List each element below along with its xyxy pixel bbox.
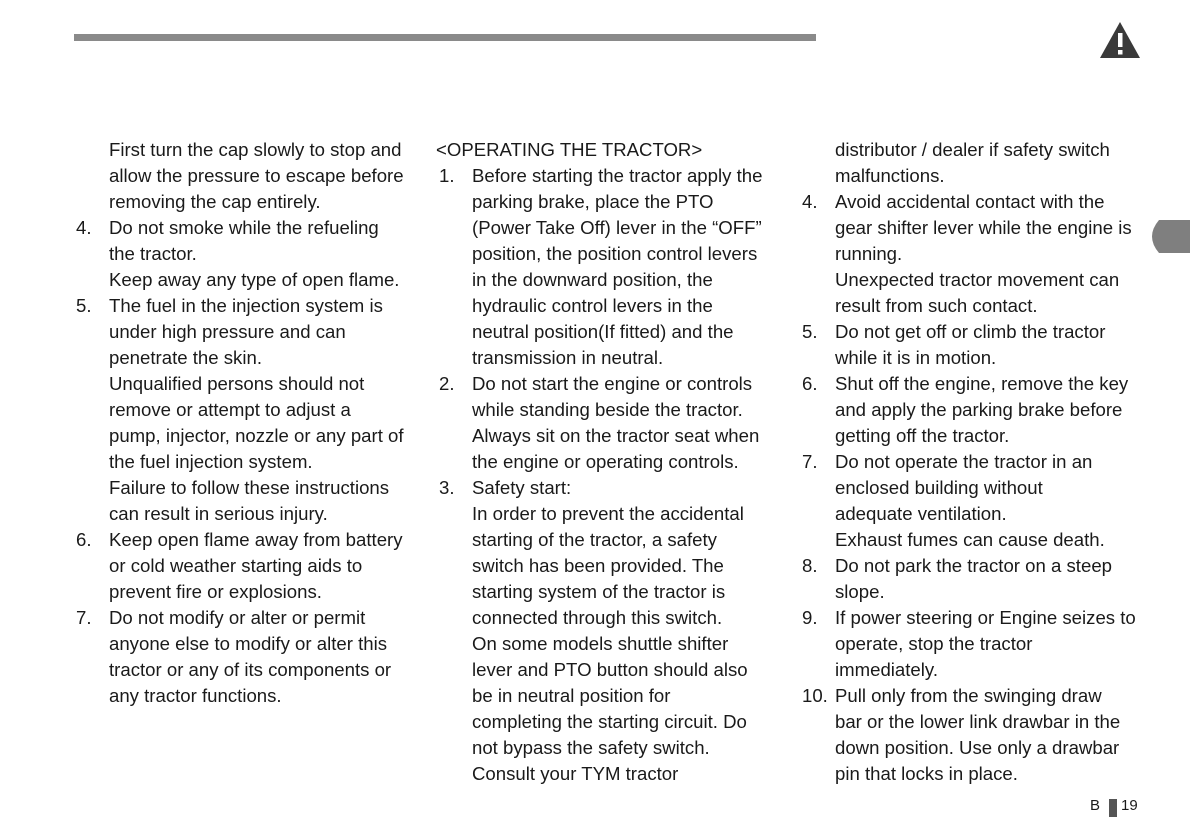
line-text: Unqualified persons should not	[109, 373, 365, 394]
list-number	[428, 449, 472, 475]
line-text: result from such contact.	[835, 295, 1038, 316]
text-line	[428, 553, 786, 579]
footer-section-letter: B	[1090, 797, 1101, 814]
text-line	[791, 501, 1151, 527]
line-text: allow the pressure to escape before	[109, 165, 404, 186]
list-number	[428, 423, 472, 449]
line-text: gear shifter lever while the engine is	[835, 217, 1132, 238]
list-number	[428, 189, 472, 215]
list-number: 1.	[439, 165, 455, 186]
list-number	[791, 501, 835, 527]
text-line	[791, 683, 1151, 709]
line-text: operate, stop the tractor	[835, 633, 1033, 654]
line-text: getting off the tractor.	[835, 425, 1010, 446]
text-line	[791, 137, 1151, 163]
list-number: 6.	[76, 529, 92, 550]
list-number	[791, 137, 835, 163]
line-text: tractor or any of its components or	[109, 659, 392, 680]
list-number	[791, 163, 835, 189]
list-number: 4.	[76, 217, 92, 238]
line-text: pin that locks in place.	[835, 763, 1018, 784]
text-line	[428, 241, 786, 267]
line-text: lever and PTO button should also	[472, 659, 748, 680]
text-line	[428, 605, 786, 631]
line-text: removing the cap entirely.	[109, 191, 321, 212]
list-number	[64, 137, 109, 163]
text-line	[64, 423, 418, 449]
text-line	[791, 345, 1151, 371]
text-line	[64, 293, 418, 319]
list-number	[64, 449, 109, 475]
list-number	[791, 423, 835, 449]
section-tab	[1145, 220, 1190, 253]
list-number	[791, 215, 835, 241]
text-line	[428, 657, 786, 683]
text-line	[64, 657, 418, 683]
list-number: 3.	[439, 477, 455, 498]
column-left	[64, 137, 418, 709]
line-text: switch has been provided. The	[472, 555, 724, 576]
list-number	[64, 345, 109, 371]
line-text: Unexpected tractor movement can	[835, 269, 1120, 290]
column-middle	[428, 137, 786, 787]
text-line	[791, 215, 1151, 241]
warning-triangle-icon	[1098, 20, 1142, 60]
text-line	[64, 371, 418, 397]
text-line	[428, 579, 786, 605]
list-number: 9.	[802, 607, 818, 628]
text-line	[791, 267, 1151, 293]
list-number	[64, 267, 109, 293]
line-text: while standing beside the tractor.	[472, 399, 743, 420]
line-text: be in neutral position for	[472, 685, 671, 706]
text-line	[428, 631, 786, 657]
line-text: Do not get off or climb the tractor	[835, 321, 1106, 342]
line-text: transmission in neutral.	[472, 347, 664, 368]
text-line	[791, 579, 1151, 605]
text-line	[791, 397, 1151, 423]
line-text: pump, injector, nozzle or any part of	[109, 425, 404, 446]
line-text: Always sit on the tractor seat when	[472, 425, 760, 446]
list-number	[791, 709, 835, 735]
line-text: the fuel injection system.	[109, 451, 313, 472]
text-line	[791, 527, 1151, 553]
text-line	[791, 293, 1151, 319]
list-number	[791, 579, 835, 605]
list-number	[64, 423, 109, 449]
list-number	[428, 631, 472, 657]
text-line	[428, 501, 786, 527]
list-number	[791, 345, 835, 371]
text-line	[428, 163, 786, 189]
list-number	[428, 683, 472, 709]
list-number	[428, 319, 472, 345]
text-line	[791, 423, 1151, 449]
list-number	[64, 475, 109, 501]
list-number: 5.	[802, 321, 818, 342]
list-number	[428, 579, 472, 605]
list-number	[791, 293, 835, 319]
line-text: adequate ventilation.	[835, 503, 1007, 524]
header-rule	[74, 34, 816, 41]
line-text: bar or the lower link drawbar in the	[835, 711, 1121, 732]
line-text: position, the position control levers	[472, 243, 758, 264]
line-text: Shut off the engine, remove the key	[835, 373, 1129, 394]
line-text: any tractor functions.	[109, 685, 282, 706]
list-number: 8.	[802, 555, 818, 576]
line-text: Safety start:	[472, 477, 572, 498]
list-number	[791, 527, 835, 553]
line-text: Do not modify or alter or permit	[109, 607, 366, 628]
text-line	[64, 163, 418, 189]
text-line	[791, 319, 1151, 345]
list-number	[428, 397, 472, 423]
list-number: 2.	[439, 373, 455, 394]
line-text: Keep open flame away from battery	[109, 529, 403, 550]
text-line	[428, 683, 786, 709]
line-text: or cold weather starting aids to	[109, 555, 363, 576]
line-text: starting system of the tractor is	[472, 581, 726, 602]
list-number	[428, 527, 472, 553]
list-number	[428, 267, 472, 293]
text-line	[791, 189, 1151, 215]
line-text: Failure to follow these instructions	[109, 477, 390, 498]
text-line	[428, 475, 786, 501]
text-line	[791, 631, 1151, 657]
text-line	[791, 761, 1151, 787]
list-number	[791, 267, 835, 293]
text-line	[428, 319, 786, 345]
text-line	[64, 605, 418, 631]
line-text: hydraulic control levers in the	[472, 295, 713, 316]
text-line	[64, 345, 418, 371]
line-text: slope.	[835, 581, 885, 602]
line-text: On some models shuttle shifter	[472, 633, 729, 654]
text-line	[428, 527, 786, 553]
line-text: parking brake, place the PTO	[472, 191, 714, 212]
text-line	[64, 189, 418, 215]
text-line	[791, 657, 1151, 683]
line-text: Consult your TYM tractor	[472, 763, 679, 784]
text-line	[791, 709, 1151, 735]
page-number: 19	[1121, 797, 1138, 814]
line-text: If power steering or Engine seizes to	[835, 607, 1136, 628]
list-number	[64, 579, 109, 605]
text-line	[791, 241, 1151, 267]
line-text: the engine or operating controls.	[472, 451, 739, 472]
text-line	[791, 449, 1151, 475]
list-number	[64, 553, 109, 579]
list-number	[791, 761, 835, 787]
list-number: 7.	[802, 451, 818, 472]
line-text: anyone else to modify or alter this	[109, 633, 388, 654]
text-line	[428, 735, 786, 761]
list-number	[428, 241, 472, 267]
line-text: immediately.	[835, 659, 938, 680]
list-number: 7.	[76, 607, 92, 628]
list-number	[64, 319, 109, 345]
list-number	[428, 293, 472, 319]
list-number	[428, 553, 472, 579]
text-line	[791, 371, 1151, 397]
text-line	[64, 553, 418, 579]
list-number	[64, 371, 109, 397]
text-line	[64, 137, 418, 163]
line-text: while it is in motion.	[835, 347, 997, 368]
text-line	[64, 631, 418, 657]
line-text: running.	[835, 243, 903, 264]
text-line	[64, 527, 418, 553]
text-line	[64, 397, 418, 423]
list-number	[64, 163, 109, 189]
text-line	[64, 579, 418, 605]
column-right	[791, 137, 1151, 787]
line-text: under high pressure and can	[109, 321, 346, 342]
list-number	[64, 241, 109, 267]
text-line	[791, 553, 1151, 579]
text-line	[428, 215, 786, 241]
line-text: the tractor.	[109, 243, 197, 264]
line-text: Do not start the engine or controls	[472, 373, 753, 394]
list-number	[428, 605, 472, 631]
line-text: and apply the parking brake before	[835, 399, 1123, 420]
line-text: penetrate the skin.	[109, 347, 262, 368]
line-text: In order to prevent the accidental	[472, 503, 744, 524]
list-number: 10.	[802, 685, 828, 706]
text-line	[64, 267, 418, 293]
text-line	[428, 345, 786, 371]
list-number	[791, 397, 835, 423]
line-text: not bypass the safety switch.	[472, 737, 710, 758]
list-number	[791, 631, 835, 657]
text-line	[64, 475, 418, 501]
list-number	[791, 657, 835, 683]
text-line	[428, 189, 786, 215]
list-number	[428, 761, 472, 787]
list-number	[791, 241, 835, 267]
text-line	[428, 709, 786, 735]
line-text: completing the starting circuit. Do	[472, 711, 747, 732]
text-line	[791, 735, 1151, 761]
list-number	[428, 345, 472, 371]
line-text: connected through this switch.	[472, 607, 723, 628]
text-line	[64, 449, 418, 475]
line-text: First turn the cap slowly to stop and	[109, 139, 402, 160]
list-number: 4.	[802, 191, 818, 212]
list-number: 6.	[802, 373, 818, 394]
line-text: Do not park the tractor on a steep	[835, 555, 1112, 576]
footer-marker	[1109, 799, 1117, 817]
text-line	[428, 449, 786, 475]
text-line	[428, 397, 786, 423]
list-number	[428, 657, 472, 683]
text-line	[428, 267, 786, 293]
list-number	[64, 683, 109, 709]
line-text: Do not operate the tractor in an	[835, 451, 1093, 472]
line-text: remove or attempt to adjust a	[109, 399, 351, 420]
list-number: 5.	[76, 295, 92, 316]
line-text: malfunctions.	[835, 165, 945, 186]
line-text: Before starting the tractor apply the	[472, 165, 763, 186]
text-line	[428, 423, 786, 449]
line-text: Pull only from the swinging draw	[835, 685, 1102, 706]
line-text: Exhaust fumes can cause death.	[835, 529, 1105, 550]
list-number	[64, 397, 109, 423]
line-text: neutral position(If fitted) and the	[472, 321, 734, 342]
line-text: Do not smoke while the refueling	[109, 217, 379, 238]
line-text: enclosed building without	[835, 477, 1043, 498]
list-number	[64, 657, 109, 683]
line-text: Avoid accidental contact with the	[835, 191, 1105, 212]
text-line	[428, 371, 786, 397]
text-line	[64, 501, 418, 527]
text-line	[64, 241, 418, 267]
text-line	[64, 319, 418, 345]
line-text: Keep away any type of open flame.	[109, 269, 400, 290]
line-text: in the downward position, the	[472, 269, 713, 290]
text-line	[428, 761, 786, 787]
list-number	[64, 189, 109, 215]
list-number	[428, 735, 472, 761]
list-number	[64, 501, 109, 527]
list-number	[791, 735, 835, 761]
text-line	[791, 605, 1151, 631]
line-text: distributor / dealer if safety switch	[835, 139, 1110, 160]
section-heading: <OPERATING THE TRACTOR>	[436, 139, 703, 160]
line-text: down position. Use only a drawbar	[835, 737, 1120, 758]
text-line	[428, 293, 786, 319]
text-line	[791, 163, 1151, 189]
text-line	[791, 475, 1151, 501]
line-text: starting of the tractor, a safety	[472, 529, 717, 550]
text-line	[64, 215, 418, 241]
line-text: The fuel in the injection system is	[109, 295, 383, 316]
text-line	[64, 683, 418, 709]
line-text: can result in serious injury.	[109, 503, 328, 524]
line-text: prevent fire or explosions.	[109, 581, 322, 602]
line-text: (Power Take Off) lever in the “OFF”	[472, 217, 762, 238]
list-number	[791, 475, 835, 501]
list-number	[428, 501, 472, 527]
list-number	[428, 215, 472, 241]
list-number	[428, 709, 472, 735]
list-number	[64, 631, 109, 657]
